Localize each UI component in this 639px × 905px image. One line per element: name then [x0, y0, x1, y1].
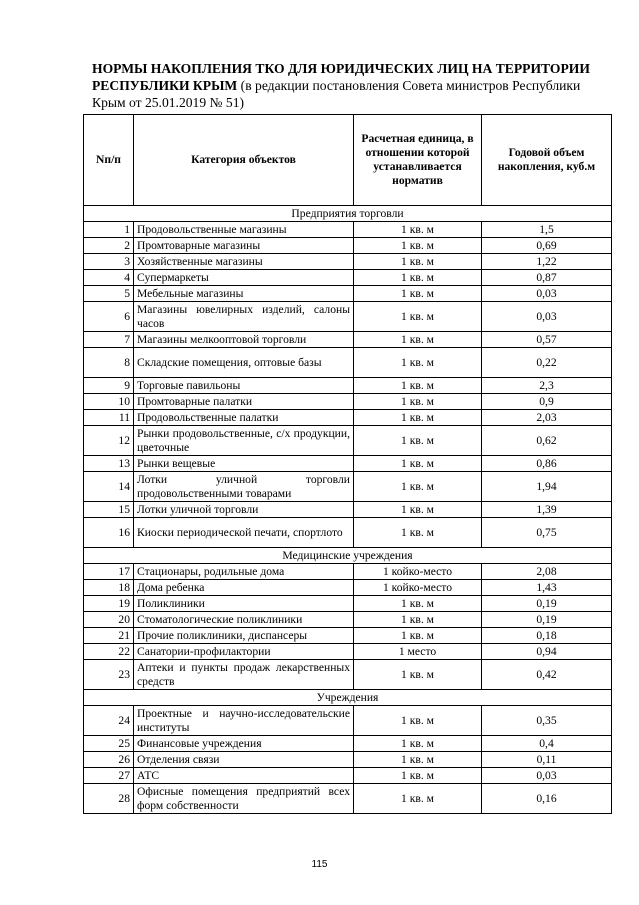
- row-volume: 0,22: [482, 348, 612, 378]
- row-number: 24: [84, 706, 134, 736]
- row-number: 26: [84, 752, 134, 768]
- row-category: Торговые павильоны: [134, 378, 354, 394]
- table-row: [84, 348, 612, 378]
- row-category: Складские помещения, оптовые базы: [134, 348, 354, 378]
- row-number: 18: [84, 580, 134, 596]
- row-category: Дома ребенка: [134, 580, 354, 596]
- row-unit: 1 кв. м: [354, 472, 482, 502]
- row-unit: 1 койко-место: [354, 564, 482, 580]
- table-row: [84, 628, 612, 644]
- table-row: [84, 254, 612, 270]
- row-category: Стационары, родильные дома: [134, 564, 354, 580]
- row-volume: 1,43: [482, 580, 612, 596]
- row-volume: 0,9: [482, 394, 612, 410]
- row-number: 4: [84, 270, 134, 286]
- row-number: 7: [84, 332, 134, 348]
- row-category: Магазины ювелирных изделий, салоны часов: [134, 302, 354, 332]
- document-title: [92, 60, 612, 111]
- row-category: Прочие поликлиники, диспансеры: [134, 628, 354, 644]
- row-volume: 0,57: [482, 332, 612, 348]
- row-unit: 1 кв. м: [354, 332, 482, 348]
- row-unit: 1 кв. м: [354, 518, 482, 548]
- row-volume: 2,3: [482, 378, 612, 394]
- row-unit: 1 кв. м: [354, 752, 482, 768]
- row-category: Мебельные магазины: [134, 286, 354, 302]
- row-category: Отделения связи: [134, 752, 354, 768]
- row-number: 11: [84, 410, 134, 426]
- header-category: Категория объектов: [134, 115, 354, 206]
- row-number: 16: [84, 518, 134, 548]
- row-number: 22: [84, 644, 134, 660]
- row-volume: 0,03: [482, 768, 612, 784]
- section-row: [84, 548, 612, 564]
- row-unit: 1 койко-место: [354, 580, 482, 596]
- row-volume: 0,35: [482, 706, 612, 736]
- row-number: 14: [84, 472, 134, 502]
- row-volume: 2,03: [482, 410, 612, 426]
- row-volume: 0,18: [482, 628, 612, 644]
- row-category: Финансовые учреждения: [134, 736, 354, 752]
- table-row: [84, 660, 612, 690]
- table-row: [84, 564, 612, 580]
- row-volume: 0,16: [482, 784, 612, 814]
- section-row: [84, 690, 612, 706]
- row-unit: 1 кв. м: [354, 394, 482, 410]
- row-number: 25: [84, 736, 134, 752]
- row-number: 28: [84, 784, 134, 814]
- row-volume: 0,75: [482, 518, 612, 548]
- row-category: Лотки уличной торговли продовольственными товарами: [134, 472, 354, 502]
- row-unit: 1 кв. м: [354, 628, 482, 644]
- row-number: 9: [84, 378, 134, 394]
- table-row: [84, 394, 612, 410]
- row-number: 2: [84, 238, 134, 254]
- title-bold: НОРМЫ НАКОПЛЕНИЯ ТКО ДЛЯ ЮРИДИЧЕСКИХ ЛИЦ НА ТЕРРИТОРИИ РЕСПУБЛИКИ КРЫМ: [92, 61, 590, 93]
- header-volume: Годовой объем накопления, куб.м: [482, 115, 612, 206]
- section-title: Медицинские учреждения: [84, 548, 612, 564]
- section-title: Учреждения: [84, 690, 612, 706]
- row-number: 10: [84, 394, 134, 410]
- row-unit: 1 кв. м: [354, 660, 482, 690]
- header-unit: Расчетная единица, в отношении которой устанавливается норматив: [354, 115, 482, 206]
- row-category: Продовольственные магазины: [134, 222, 354, 238]
- row-category: Промтоварные магазины: [134, 238, 354, 254]
- row-unit: 1 кв. м: [354, 596, 482, 612]
- row-volume: 0,42: [482, 660, 612, 690]
- row-category: Промтоварные палатки: [134, 394, 354, 410]
- row-number: 12: [84, 426, 134, 456]
- table-row: [84, 518, 612, 548]
- page-number: 115: [311, 859, 328, 870]
- row-volume: 0,11: [482, 752, 612, 768]
- table-row: [84, 752, 612, 768]
- title-normal: (в редакции постановления Совета министров Республики Крым от 25.01.2019 № 51): [92, 78, 581, 110]
- row-volume: 0,4: [482, 736, 612, 752]
- row-volume: 0,03: [482, 286, 612, 302]
- row-volume: 1,94: [482, 472, 612, 502]
- norms-table: [83, 114, 612, 814]
- row-unit: 1 кв. м: [354, 706, 482, 736]
- table-row: [84, 378, 612, 394]
- row-category: Офисные помещения предприятий всех форм собственности: [134, 784, 354, 814]
- row-unit: 1 кв. м: [354, 456, 482, 472]
- row-unit: 1 кв. м: [354, 286, 482, 302]
- row-category: Рынки продовольственные, с/х продукции, цветочные: [134, 426, 354, 456]
- row-unit: 1 кв. м: [354, 270, 482, 286]
- row-category: Продовольственные палатки: [134, 410, 354, 426]
- row-volume: 0,86: [482, 456, 612, 472]
- row-unit: 1 кв. м: [354, 612, 482, 628]
- row-number: 20: [84, 612, 134, 628]
- table-row: [84, 456, 612, 472]
- table-body: [84, 206, 612, 814]
- row-number: 5: [84, 286, 134, 302]
- row-category: Рынки вещевые: [134, 456, 354, 472]
- section-row: [84, 206, 612, 222]
- row-unit: 1 кв. м: [354, 222, 482, 238]
- row-unit: 1 кв. м: [354, 784, 482, 814]
- row-volume: 0,19: [482, 596, 612, 612]
- row-unit: 1 кв. м: [354, 348, 482, 378]
- row-category: Хозяйственные магазины: [134, 254, 354, 270]
- section-title: Предприятия торговли: [84, 206, 612, 222]
- row-number: 8: [84, 348, 134, 378]
- row-volume: 0,62: [482, 426, 612, 456]
- row-category: Поликлиники: [134, 596, 354, 612]
- row-unit: 1 кв. м: [354, 254, 482, 270]
- row-number: 13: [84, 456, 134, 472]
- row-volume: 0,03: [482, 302, 612, 332]
- row-category: Стоматологические поликлиники: [134, 612, 354, 628]
- table-row: [84, 784, 612, 814]
- row-number: 3: [84, 254, 134, 270]
- row-category: АТС: [134, 768, 354, 784]
- row-number: 6: [84, 302, 134, 332]
- row-unit: 1 кв. м: [354, 426, 482, 456]
- table-row: [84, 302, 612, 332]
- row-unit: 1 кв. м: [354, 768, 482, 784]
- table-row: [84, 270, 612, 286]
- table-row: [84, 426, 612, 456]
- row-category: Проектные и научно-исследовательские институты: [134, 706, 354, 736]
- table-row: [84, 410, 612, 426]
- table-row: [84, 596, 612, 612]
- row-unit: 1 место: [354, 644, 482, 660]
- row-number: 21: [84, 628, 134, 644]
- row-number: 23: [84, 660, 134, 690]
- row-unit: 1 кв. м: [354, 502, 482, 518]
- table-row: [84, 472, 612, 502]
- row-volume: 0,19: [482, 612, 612, 628]
- table-row: [84, 580, 612, 596]
- row-unit: 1 кв. м: [354, 378, 482, 394]
- row-number: 1: [84, 222, 134, 238]
- table-row: [84, 222, 612, 238]
- table-row: [84, 768, 612, 784]
- row-volume: 1,39: [482, 502, 612, 518]
- row-number: 19: [84, 596, 134, 612]
- table-row: [84, 612, 612, 628]
- row-volume: 0,69: [482, 238, 612, 254]
- row-volume: 0,87: [482, 270, 612, 286]
- table-row: [84, 644, 612, 660]
- row-volume: 0,94: [482, 644, 612, 660]
- row-category: Магазины мелкооптовой торговли: [134, 332, 354, 348]
- table-header-row: [84, 115, 612, 206]
- row-number: 27: [84, 768, 134, 784]
- table-row: [84, 238, 612, 254]
- row-category: Киоски периодической печати, спортлото: [134, 518, 354, 548]
- row-unit: 1 кв. м: [354, 410, 482, 426]
- header-num: Nп/п: [84, 115, 134, 206]
- table-row: [84, 332, 612, 348]
- table-row: [84, 502, 612, 518]
- row-category: Санатории-профилактории: [134, 644, 354, 660]
- table-row: [84, 706, 612, 736]
- row-unit: 1 кв. м: [354, 238, 482, 254]
- row-unit: 1 кв. м: [354, 302, 482, 332]
- row-volume: 1,22: [482, 254, 612, 270]
- row-number: 15: [84, 502, 134, 518]
- row-volume: 2,08: [482, 564, 612, 580]
- row-category: Аптеки и пункты продаж лекарственных средств: [134, 660, 354, 690]
- row-category: Супермаркеты: [134, 270, 354, 286]
- row-category: Лотки уличной торговли: [134, 502, 354, 518]
- row-volume: 1,5: [482, 222, 612, 238]
- table-row: [84, 736, 612, 752]
- row-unit: 1 кв. м: [354, 736, 482, 752]
- row-number: 17: [84, 564, 134, 580]
- table-row: [84, 286, 612, 302]
